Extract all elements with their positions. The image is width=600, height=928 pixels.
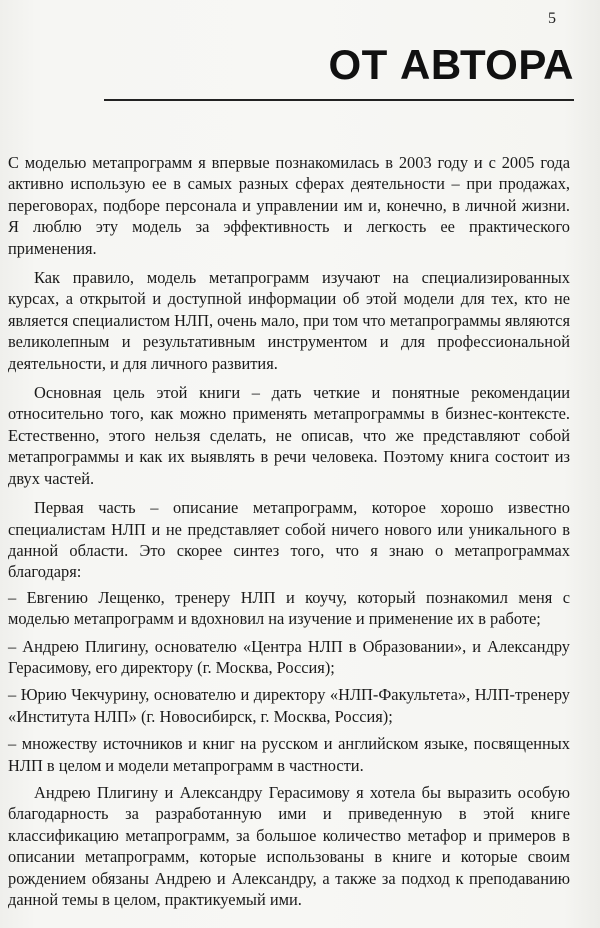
title-rule: [104, 99, 574, 101]
list-item-chekchurin: – Юрию Чекчурину, основателю и директору «НЛП-Факультета», НЛП-тренеру «Института НЛП» (г. Новосибирск, г. Москва, Россия);: [8, 685, 570, 726]
paragraph-courses: Как правило, модель метапрограмм изучают на специализированных курсах, а открытой и доступной информации об этой модели для тех, кто не является специалистом НЛП, очень мало, при том что метапрограммы являются великолепным и результативным инструментом и для профессиональной деятельности, и для личного развития.: [8, 268, 570, 373]
paragraph-intro: С моделью метапрограмм я впервые познакомилась в 2003 году и с 2005 года активно использую ее в самых разных сферах деятельности – при продажах, переговорах, подборе персонала и управлении им и, конечно, в личной жизни. Я люблю эту модель за эффективность и легкость ее практического применения.: [8, 153, 570, 258]
chapter-title: ОТ АВТОРА: [328, 41, 574, 88]
list-item-sources: – множеству источников и книг на русском и английском языке, посвященных НЛП в целом и модели метапрограмм в частности.: [8, 734, 570, 775]
body-text: [8, 152, 570, 918]
paragraph-goal: Основная цель этой книги – дать четкие и понятные рекомендации относительно того, как можно применять метапрограммы в бизнес-контексте. Естественно, этого нельзя сделать, не описав, что же представляют собой метапрограммы и как их выявлять в речи человека. Поэтому книга состоит из двух частей.: [8, 383, 570, 488]
paragraph-first-part: Первая часть – описание метапрограмм, которое хорошо известно специалистам НЛП и не представляет собой ничего нового или уникального в данной области. Это скорее синтез того, что я знаю о метапрограммах благодаря:: [8, 498, 570, 582]
list-item-leshchenko: – Евгению Лещенко, тренеру НЛП и коучу, который познакомил меня с моделью метапрограмм и вдохновил на изучение и применение их в работе;: [8, 587, 570, 629]
paragraph-gratitude: Андрею Плигину и Александру Герасимову я хотела бы выразить особую благодарность за разработанную ими и приведенную в этой книге классификацию метапрограмм, за большое количество метафор и примеров в описании метапрограмм, которые использованы в книге и которые своим рождением обязаны Андрею и Александру, а также за подход к преподаванию данной темы в целом, практикуемый ими.: [8, 782, 570, 909]
list-item-pligin: – Андрею Плигину, основателю «Центра НЛП в Образовании», и Александру Герасимову, его директору (г. Москва, Россия);: [8, 636, 570, 677]
page-number: 5: [548, 10, 556, 27]
